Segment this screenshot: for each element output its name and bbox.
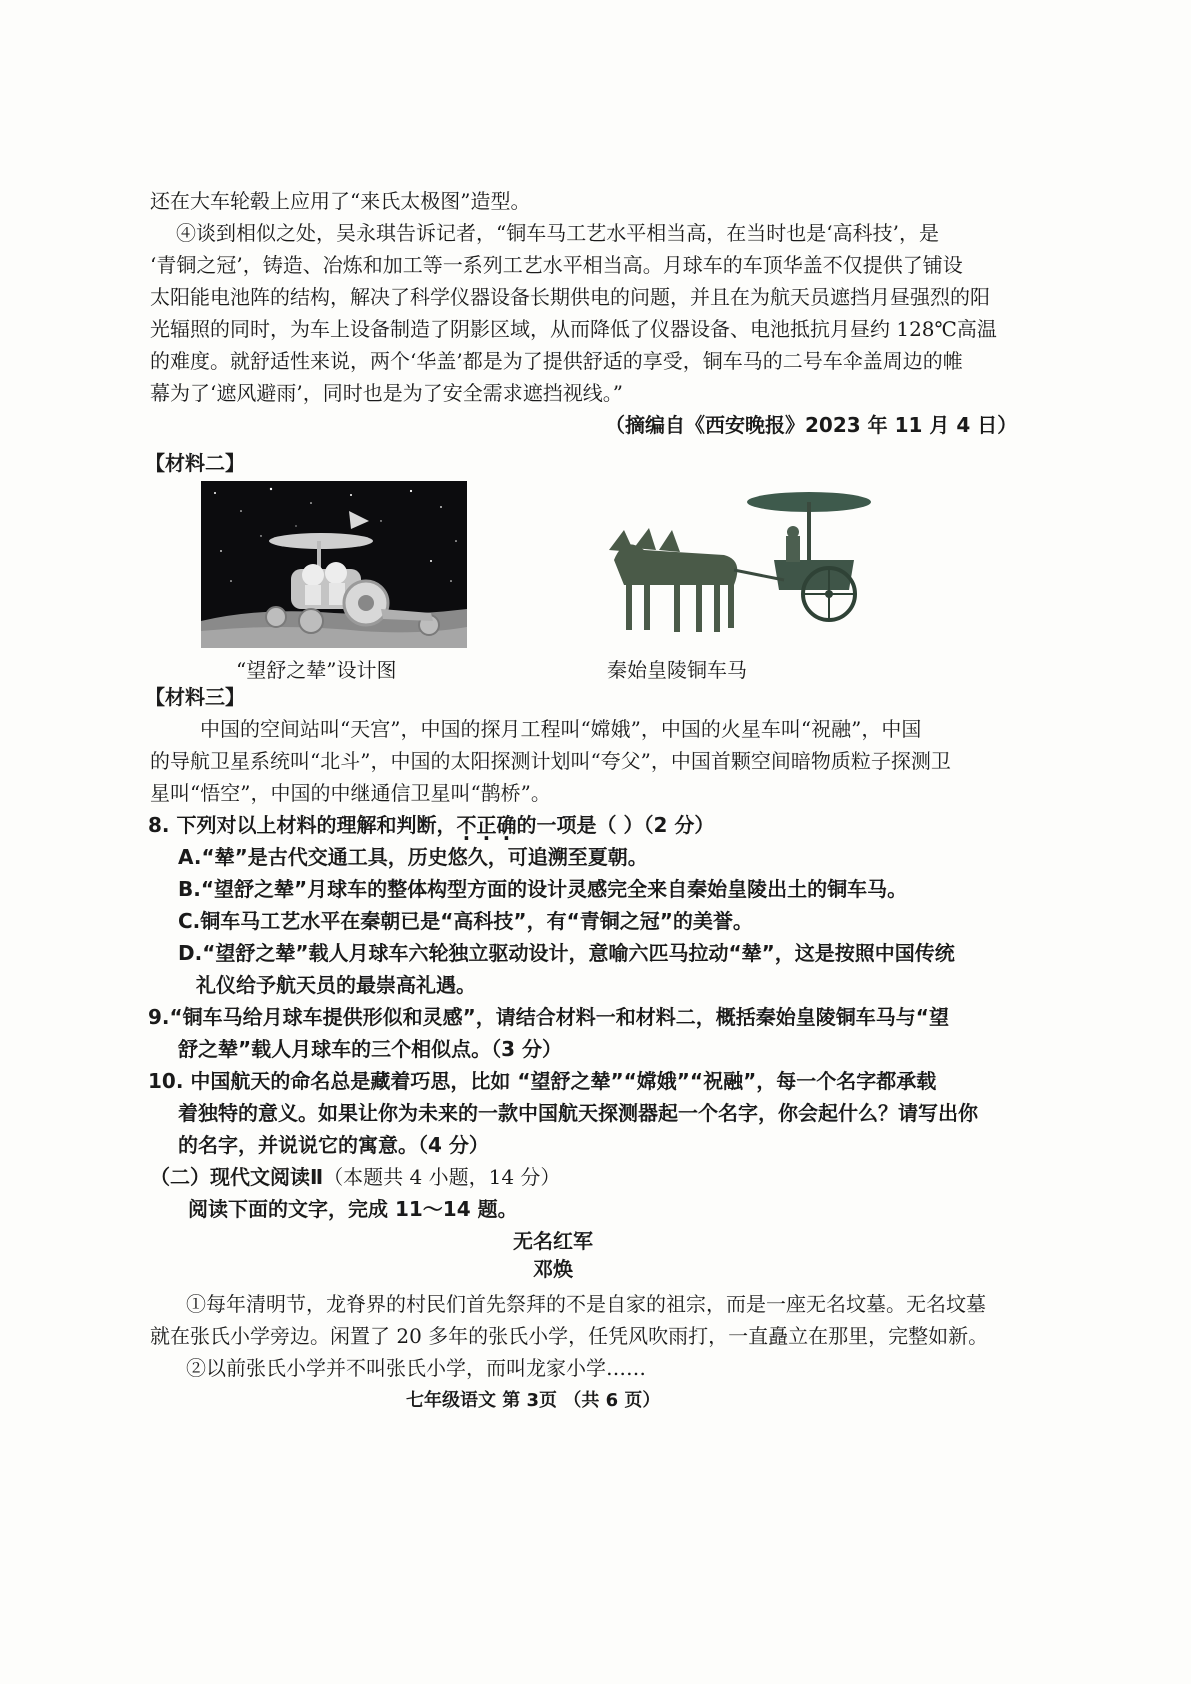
paragraph-line: ②以前张氏小学并不叫张氏小学，而叫龙家小学…… (186, 1356, 646, 1380)
q8-stem-start: 8. 下列对以上材料的理解和判断， (148, 813, 457, 837)
question-8-stem (148, 812, 714, 838)
option-a: A.“辇”是古代交通工具，历史悠久，可追溯至夏朝。 (178, 845, 648, 869)
q8-stem-end: 的一项是（ ）（2 分） (516, 813, 715, 837)
material3-heading: 【材料三】 (145, 685, 245, 709)
material2-heading: 【材料二】 (145, 451, 245, 475)
paragraph-line: 光辐照的同时，为车上设备制造了阴影区域，从而降低了仪器设备、电池抵抗月昼约 128℃高温 (150, 317, 997, 341)
article-author: 邓焕 (533, 1257, 573, 1281)
paragraph-line: ①每年清明节，龙脊界的村民们首先祭拜的不是自家的祖宗，而是一座无名坟墓。无名坟墓 (186, 1292, 986, 1316)
page-footer: 七年级语文 第 3页 （共 6 页） (406, 1390, 661, 1411)
option-d-continued: 礼仪给予航天员的最崇高礼遇。 (196, 973, 476, 997)
caption-lunar-rover: “望舒之辇”设计图 (236, 658, 397, 682)
emphasis-char: 确 (496, 813, 517, 837)
section2-title: （二）现代文阅读Ⅱ (150, 1165, 324, 1189)
emphasis-char: 正 (476, 813, 497, 837)
source-citation: （摘编自《西安晚报》2023 年 11 月 4 日） (605, 413, 1018, 437)
paragraph-line: 的难度。就舒适性来说，两个‘华盖’都是为了提供舒适的享受，铜车马的二号车伞盖周边的帷 (150, 349, 963, 373)
question-10-continued: 的名字，并说说它的寓意。（4 分） (178, 1133, 489, 1157)
reading-instruction: 阅读下面的文字，完成 11～14 题。 (188, 1197, 518, 1221)
option-c: C.铜车马工艺水平在秦朝已是“高科技”，有“青铜之冠”的美誉。 (178, 909, 753, 933)
paragraph-line: ④谈到相似之处，吴永琪告诉记者，“铜车马工艺水平相当高，在当时也是‘高科技’，是 (176, 221, 939, 245)
paragraph-line: 星叫“悟空”，中国的中继通信卫星叫“鹊桥”。 (150, 781, 551, 805)
question-10-continued: 着独特的意义。如果让你为未来的一款中国航天探测器起一个名字，你会起什么？请写出你 (178, 1101, 978, 1125)
paragraph-line: 的导航卫星系统叫“北斗”，中国的太阳探测计划叫“夸父”，中国首颗空间暗物质粒子探测卫 (150, 749, 951, 773)
paragraph-line: 还在大车轮毂上应用了“来氏太极图”造型。 (150, 189, 531, 213)
paragraph-line: ‘青铜之冠’，铸造、冶炼和加工等一系列工艺水平相当高。月球车的车顶华盖不仅提供了铺设 (150, 253, 963, 277)
emphasis-char: 不 (456, 813, 477, 837)
option-b: B.“望舒之辇”月球车的整体构型方面的设计灵感完全来自秦始皇陵出土的铜车马。 (178, 877, 908, 901)
question-10: 10. 中国航天的命名总是藏着巧思，比如 “望舒之辇”“嫦娥”“祝融”，每一个名字都承载 (148, 1069, 937, 1093)
question-9: 9.“铜车马给月球车提供形似和灵感”，请结合材料一和材料二，概括秦始皇陵铜车马与“望 (148, 1005, 949, 1029)
paragraph-line: 幕为了‘遮风避雨’，同时也是为了安全需求遮挡视线。” (150, 381, 623, 405)
option-d: D.“望舒之辇”载人月球车六轮独立驱动设计，意喻六匹马拉动“辇”，这是按照中国传统 (178, 941, 955, 965)
article-title: 无名红军 (513, 1229, 593, 1253)
lunar-rover-design-image (201, 481, 467, 648)
paragraph-line: 就在张氏小学旁边。闲置了 20 多年的张氏小学，任凭风吹雨打，一直矗立在那里，完整如新。 (150, 1324, 989, 1348)
paragraph-line: 中国的空间站叫“天宫”，中国的探月工程叫“嫦娥”，中国的火星车叫“祝融”，中国 (200, 717, 922, 741)
section2-heading (150, 1164, 560, 1190)
paragraph-line: 太阳能电池阵的结构，解决了科学仪器设备长期供电的问题，并且在为航天员遮挡月昼强烈的阳 (150, 285, 990, 309)
question-9-continued: 舒之辇”载人月球车的三个相似点。（3 分） (178, 1037, 563, 1061)
caption-bronze-chariot: 秦始皇陵铜车马 (607, 658, 747, 682)
bronze-chariot-image (604, 490, 874, 640)
section2-note: （本题共 4 小题，14 分） (323, 1165, 561, 1189)
